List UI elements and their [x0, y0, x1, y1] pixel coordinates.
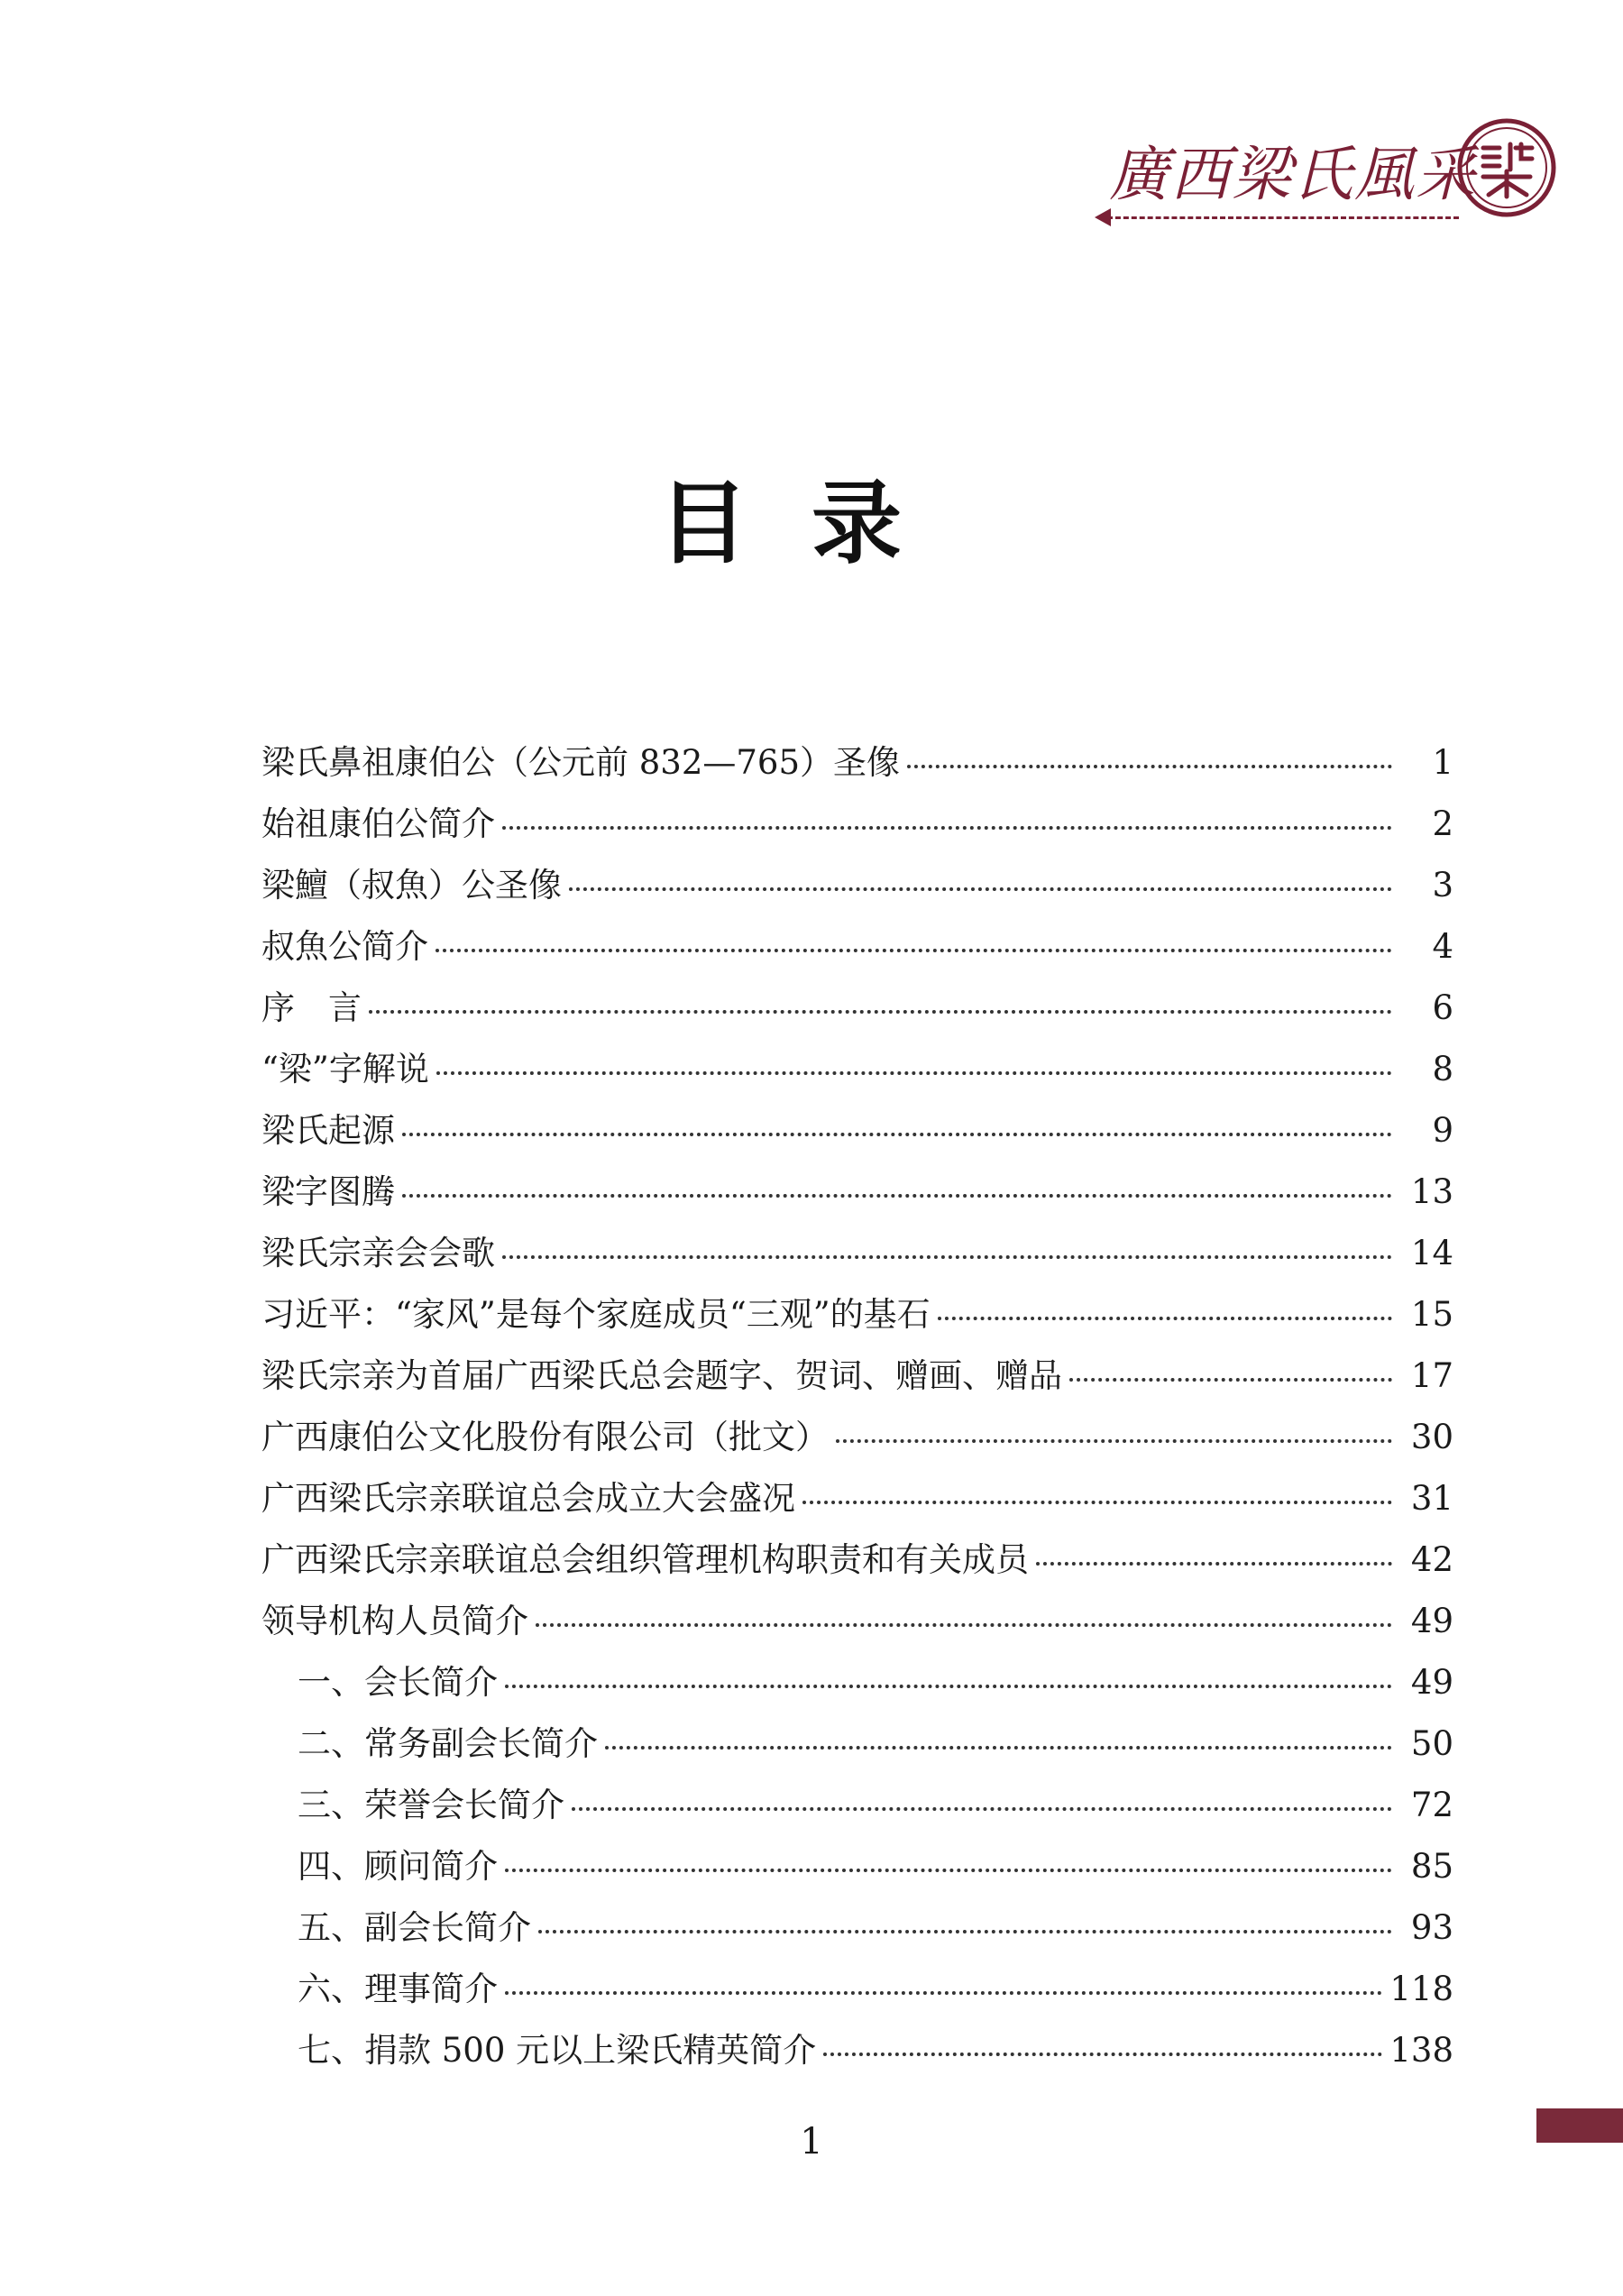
toc-dot-leader: [436, 949, 1392, 952]
toc-entry[interactable]: [261, 1836, 1453, 1897]
toc-entry-label: 梁字图腾: [261, 1172, 395, 1211]
toc-entry[interactable]: [261, 916, 1453, 978]
toc-dot-leader: [436, 1071, 1392, 1075]
toc-entry-page: 138: [1389, 2031, 1453, 2070]
toc-entry-page: 93: [1410, 1908, 1453, 1947]
header-title: 廣西梁氏風采: [1109, 140, 1477, 209]
toc-dot-leader: [907, 765, 1392, 768]
toc-dot-leader: [938, 1317, 1392, 1320]
toc-entry-page: 15: [1410, 1295, 1453, 1334]
toc-entry-page: 4: [1432, 927, 1453, 966]
toc-entry-page: 118: [1389, 1970, 1453, 2008]
toc-entry[interactable]: [261, 1652, 1453, 1713]
toc-entry-page: 85: [1410, 1847, 1453, 1886]
toc-dot-leader: [402, 1133, 1392, 1136]
running-header: [1091, 108, 1542, 234]
page-title: 目录: [658, 470, 965, 576]
toc-entry-label: 六、理事简介: [298, 1970, 498, 2008]
toc-entry-label: 梁鱣（叔魚）公圣像: [261, 866, 562, 905]
toc-entry[interactable]: [261, 1591, 1453, 1652]
toc-entry-label: 梁氏鼻祖康伯公（公元前 832—765）圣像: [261, 743, 901, 782]
toc-entry-page: 2: [1432, 804, 1453, 843]
toc-entry-page: 9: [1432, 1111, 1453, 1150]
toc-entry-label: 三、荣誉会长简介: [298, 1786, 564, 1824]
toc-entry[interactable]: [261, 1162, 1453, 1223]
toc-entry-page: 17: [1410, 1356, 1453, 1395]
toc-dot-leader: [502, 826, 1392, 830]
toc-entry-label: 叔魚公简介: [261, 927, 428, 966]
toc-entry[interactable]: [261, 2020, 1453, 2081]
corner-color-tab: [1536, 2108, 1623, 2143]
toc-dot-leader: [572, 1807, 1392, 1811]
toc-entry-label: “梁”字解说: [261, 1050, 429, 1088]
header-dashed-line: [1107, 216, 1459, 219]
toc-entry-page: 13: [1410, 1172, 1453, 1211]
toc-entry-label: 领导机构人员简介: [261, 1602, 528, 1640]
toc-dot-leader: [1036, 1562, 1392, 1566]
toc-entry-page: 49: [1410, 1663, 1453, 1702]
toc-dot-leader: [802, 1501, 1392, 1504]
toc-entry[interactable]: [261, 1897, 1453, 1959]
toc-entry-label: 二、常务副会长简介: [298, 1724, 598, 1763]
toc-entry-label: 广西康伯公文化股份有限公司（批文）: [261, 1418, 829, 1456]
toc-entry-page: 14: [1410, 1234, 1453, 1272]
toc-dot-leader: [369, 1010, 1392, 1014]
toc-entry-page: 6: [1432, 988, 1453, 1027]
toc-entry-page: 72: [1410, 1786, 1453, 1824]
toc-entry-label: 梁氏宗亲会会歌: [261, 1234, 495, 1272]
toc-entry[interactable]: [261, 1959, 1453, 2020]
toc-entry[interactable]: [261, 1345, 1453, 1407]
toc-dot-leader: [402, 1194, 1392, 1198]
toc-dot-leader: [502, 1255, 1392, 1259]
toc-entry[interactable]: [261, 1223, 1453, 1284]
toc-entry[interactable]: [261, 1100, 1453, 1162]
toc-entry[interactable]: [261, 1529, 1453, 1591]
toc-dot-leader: [605, 1746, 1392, 1750]
toc-entry[interactable]: [261, 1468, 1453, 1529]
toc-entry-label: 始祖康伯公简介: [261, 804, 495, 843]
toc-entry-label: 七、捐款 500 元以上梁氏精英简介: [298, 2031, 817, 2070]
toc-entry[interactable]: [261, 794, 1453, 855]
toc-dot-leader: [538, 1930, 1392, 1933]
toc-dot-leader: [569, 887, 1392, 891]
toc-entry-label: 梁氏起源: [261, 1111, 395, 1150]
page-number: 1: [800, 2121, 823, 2163]
toc-dot-leader: [823, 2053, 1382, 2056]
toc-entry[interactable]: [261, 1775, 1453, 1836]
toc-entry-page: 1: [1432, 743, 1453, 782]
toc-dot-leader: [505, 1991, 1382, 1995]
seal-stamp-icon: [1456, 117, 1557, 218]
toc-entry[interactable]: [261, 978, 1453, 1039]
toc-dot-leader: [836, 1439, 1392, 1443]
toc-entry[interactable]: [261, 1407, 1453, 1468]
toc-entry[interactable]: [261, 1284, 1453, 1345]
toc-entry-label: 广西梁氏宗亲联谊总会成立大会盛况: [261, 1479, 795, 1518]
toc-entry-page: 42: [1410, 1540, 1453, 1579]
toc-entry-label: 四、顾问简介: [298, 1847, 498, 1886]
toc-entry-page: 3: [1432, 866, 1453, 905]
table-of-contents: [261, 732, 1453, 2081]
toc-entry-label: 梁氏宗亲为首届广西梁氏总会题字、贺词、赠画、赠品: [261, 1356, 1062, 1395]
toc-entry[interactable]: [261, 1039, 1453, 1100]
toc-dot-leader: [536, 1623, 1392, 1627]
toc-dot-leader: [505, 1869, 1392, 1872]
toc-entry-label: 广西梁氏宗亲联谊总会组织管理机构职责和有关成员: [261, 1540, 1029, 1579]
toc-dot-leader: [1069, 1378, 1392, 1382]
toc-dot-leader: [505, 1685, 1392, 1688]
toc-entry[interactable]: [261, 1713, 1453, 1775]
toc-entry-page: 30: [1410, 1418, 1453, 1456]
toc-entry[interactable]: [261, 732, 1453, 794]
toc-entry[interactable]: [261, 855, 1453, 916]
toc-entry-label: 一、会长简介: [298, 1663, 498, 1702]
toc-entry-page: 50: [1410, 1724, 1453, 1763]
toc-entry-label: 五、副会长简介: [298, 1908, 531, 1947]
toc-entry-label: 习近平：“家风”是每个家庭成员“三观”的基石: [261, 1295, 931, 1334]
toc-entry-page: 49: [1410, 1602, 1453, 1640]
toc-entry-label: 序 言: [261, 988, 362, 1027]
toc-entry-page: 8: [1432, 1050, 1453, 1088]
toc-entry-page: 31: [1410, 1479, 1453, 1518]
